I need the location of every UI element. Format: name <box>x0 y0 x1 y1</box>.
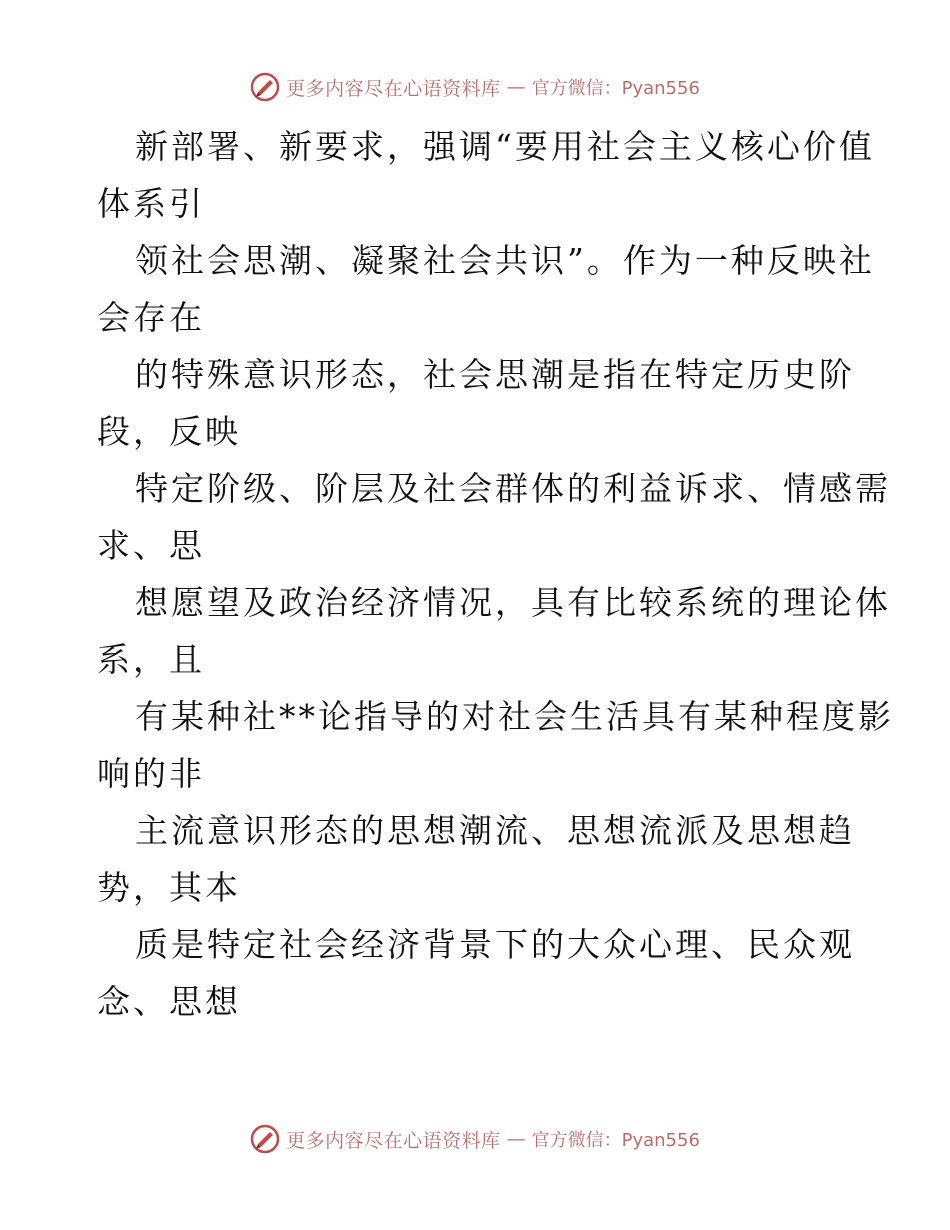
paragraph <box>97 802 857 916</box>
watermark-separator: — <box>506 1128 526 1150</box>
paragraph <box>97 346 857 460</box>
paragraph-line: 势，其本 <box>97 868 241 907</box>
paragraph <box>97 460 891 574</box>
paragraph <box>97 232 875 346</box>
watermark-text: 更多内容尽在心语资料库 <box>286 1129 501 1152</box>
paragraph-line: 会存在 <box>97 298 205 337</box>
paragraph-line: 系，且 <box>97 640 205 679</box>
watermark-separator: — <box>506 76 526 98</box>
paragraph <box>97 118 875 232</box>
pen-logo-icon <box>250 72 280 102</box>
watermark-official-wechat: 官方微信：Pyan556 <box>531 1130 700 1151</box>
watermark-official-wechat: 官方微信：Pyan556 <box>531 78 700 99</box>
footer-watermark <box>0 1124 950 1154</box>
paragraph <box>97 574 891 688</box>
paragraph-line: 想愿望及政治经济情况，具有比较系统的理论体 <box>135 583 891 622</box>
paragraph-line: 有某种社**论指导的对社会生活具有某种程度影 <box>135 697 894 736</box>
paragraph-line: 领社会思潮、凝聚社会共识”。作为一种反映社 <box>135 241 875 280</box>
paragraph-line: 体系引 <box>97 184 205 223</box>
paragraph-line: 新部署、新要求，强调“要用社会主义核心价值 <box>135 127 875 166</box>
paragraph-line: 特定阶级、阶层及社会群体的利益诉求、情感需 <box>135 469 891 508</box>
paragraph-line: 求、思 <box>97 526 205 565</box>
document-body <box>97 118 894 1030</box>
paragraph-line: 段，反映 <box>97 412 241 451</box>
paragraph <box>97 688 894 802</box>
paragraph-line: 主流意识形态的思想潮流、思想流派及思想趋 <box>135 811 855 850</box>
header-watermark <box>0 72 950 102</box>
paragraph-line: 质是特定社会经济背景下的大众心理、民众观 <box>135 925 855 964</box>
paragraph <box>97 916 857 1030</box>
paragraph-line: 的特殊意识形态，社会思潮是指在特定历史阶 <box>135 355 855 394</box>
paragraph-line: 念、思想 <box>97 982 241 1021</box>
watermark-text: 更多内容尽在心语资料库 <box>286 77 501 100</box>
pen-logo-icon <box>250 1124 280 1154</box>
paragraph-line: 响的非 <box>97 754 205 793</box>
